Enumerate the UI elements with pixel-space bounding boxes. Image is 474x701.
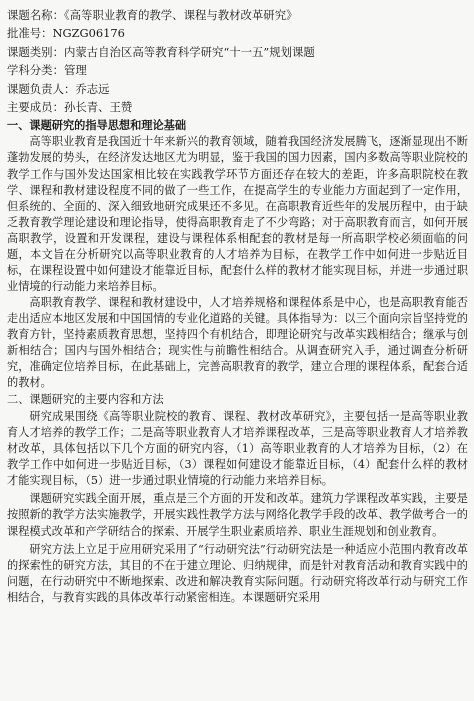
members-line (7, 98, 468, 116)
project-leader-label: 课题负责人： (7, 81, 76, 96)
project-leader-value: 乔志远 (75, 81, 110, 96)
discipline-label: 学科分类： (7, 63, 64, 78)
project-title-label: 课题名称： (7, 8, 64, 22)
project-category-label: 课题类别： (7, 44, 64, 59)
members-label: 主要成员： (7, 100, 64, 115)
project-category-value: 内蒙古自治区高等教育科学研究“十一五”规划课题 (63, 44, 315, 59)
discipline-line (7, 61, 468, 79)
section2-paragraph-3: 研究方法上立足于应用研究采用了“行动研究法”行动研究法是一种适应小范围内教育改革的探索性的研究方法，其目的不在于建立理论、归纳规律，而是针对教育活动和教育实践中的问题，在行动研究中不断地探索、改进和解决教育实际问题。行动研究将改革行动与研究工作相结合，与教育实践的具体改革行动紧密相连。本课题研究采用 (7, 542, 468, 604)
section2-paragraph-1: 研究成果围绕《高等职业院校的教育、课程、教材改革研究》，主要包括一是高等职业教育人才培养的教学工作；二是高等职业教育人才培养课程改革，三是高等职业教育人才培养教材改革，具体包括以下几个方面的研究内容，（1）高等职业教育的人才培养为目标，（2）在教学工作中如何进一步贴近目标，（3）课程如何建设才能靠近目标，（4）配套什么样的教材才能实现目标，（5）进一步通过职业情境的行动能力来培养目标。 (7, 410, 468, 488)
section2-paragraph-2: 课题研究实践全面开展，重点是三个方面的开发和改革。建筑力学课程改革实践，主要是按照新的教学方法实施教学，开展实践性教学方法与网络化教学手段的改革、教学做考合一的课程模式改革和产学研结合的探索、开展学生职业素质培养、职业生涯规划和创业教育。 (7, 492, 468, 538)
discipline-value: 管理 (63, 63, 87, 78)
section1-paragraph-1: 高等职业教育是我国近十年来新兴的教育领域，随着我国经济发展腾飞，逐渐显现出不断蓬勃发展的势头，在经济发达地区尤为明显，鉴于我国的国力因素，国内多数高等职业院校的教学工作与国外发达国家相比较在实践教学环节方面还存在较大的差距，许多高职院校在教学、课程和教材建设程度不同的做了一些工作，在提高学生的专业能力方面起到了一定作用，但系统的、全面的、深入细致地研究成果还不多见。在高职教育近些年的发展历程中，由于缺乏教育教学理论建设和理论指导，使得高职教育走了不少弯路；对于高职教育而言，如何开展高职教学，设置和开发课程，建设与课程体系相配套的教材是每一所高职学校必须面临的问题，本文旨在分析研究以高等职业教育的人才培养为目标，在教学工作中如何进一步贴近目标，在课程设置中如何建设才能靠近目标，配套什么样的教材才能实现目标，并进一步通过职业情境的行动能力来培养目标。 (7, 135, 468, 293)
approval-number-value: NGZG06176 (52, 26, 125, 41)
project-title-line (7, 6, 468, 24)
approval-number-label: 批准号： (7, 26, 53, 41)
section1-paragraph-2: 高职教育教学、课程和教材建设中，人才培养规格和课程体系是中心，也是高职教育能否走出适应本地区发展和中国国情的专业化道路的关键。具体指导为：以三个面向宗旨坚持党的教育方针，坚持素质教育思想，坚持四个有机结合，即理论研究与改革实践相结合；继承与创新相结合；国内与国外相结合；现实性与前瞻性相结合。从调查研究入手，通过调查分析研究，准确定位培养目标，在此基础上，完善高职教育的教学，建立合理的课程体系，配套合适的教材。 (7, 295, 468, 390)
section2-heading: 二、课题研究的主要内容和方法 (7, 393, 164, 407)
project-leader-line (7, 80, 468, 98)
project-title-value: 《高等职业教育的教学、课程与教材改革研究》 (63, 8, 298, 22)
members-value: 孙长青、王赞 (63, 100, 133, 115)
approval-number-line (7, 24, 468, 42)
section1-heading: 一、课题研究的指导思想和理论基础 (7, 118, 187, 133)
project-category-line (7, 43, 468, 61)
